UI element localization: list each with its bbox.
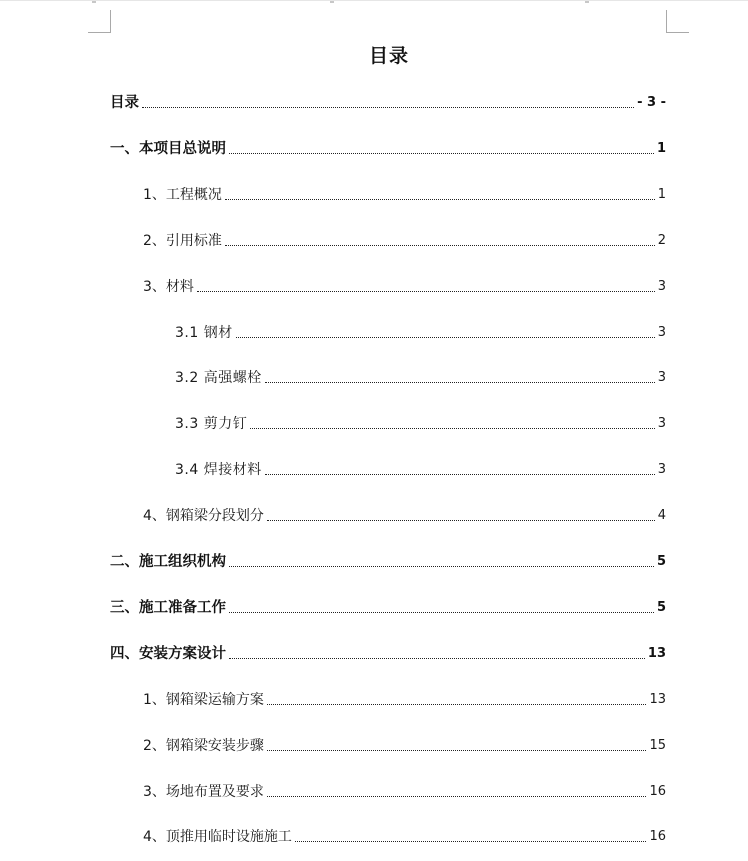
toc-dot-leader	[197, 290, 655, 292]
toc-entry-label: 1、钢箱梁运输方案	[143, 692, 264, 708]
toc-page-number: 15	[649, 738, 666, 753]
toc-page-number: 16	[649, 829, 666, 844]
toc-dot-leader	[250, 427, 655, 429]
toc-dot-leader	[267, 703, 647, 705]
toc-page-number: 16	[649, 784, 666, 799]
toc-entry-label: 3.2 高强螺栓	[175, 370, 262, 386]
toc-dot-leader	[267, 749, 647, 751]
margin-corner-top-left	[88, 10, 111, 33]
toc-page-number: 3	[657, 279, 666, 294]
toc-entry-label: 目录	[110, 95, 139, 111]
toc-dot-leader	[267, 795, 647, 797]
toc-entry-label: 3、材料	[143, 279, 194, 295]
toc-entry[interactable]	[143, 824, 666, 846]
toc-entry[interactable]	[143, 228, 666, 250]
toc-entry[interactable]	[110, 90, 666, 112]
toc-entry[interactable]	[110, 595, 666, 617]
toc-entry[interactable]	[143, 274, 666, 296]
toc-entry-label: 二、施工组织机构	[110, 554, 226, 570]
toc-page-number: 3	[657, 370, 666, 385]
toc-entry[interactable]	[175, 365, 666, 387]
toc-page-number: 1	[657, 187, 666, 202]
toc-page-number: - 3 -	[637, 95, 666, 110]
toc-entry-label: 2、引用标准	[143, 233, 222, 249]
toc-entry[interactable]	[175, 320, 666, 342]
toc-entry-label: 3、场地布置及要求	[143, 784, 264, 800]
toc-entry-label: 4、顶推用临时设施施工	[143, 829, 292, 845]
toc-dot-leader	[225, 198, 655, 200]
toc-page-number: 3	[657, 416, 666, 431]
toc-page-number: 3	[657, 462, 666, 477]
toc-title: 目录	[368, 45, 409, 67]
toc-entry[interactable]	[143, 779, 666, 801]
toc-entry-label: 3.3 剪力钉	[175, 416, 248, 432]
margin-corner-top-right	[666, 10, 689, 33]
toc-dot-leader	[229, 152, 654, 154]
toc-page-number: 3	[657, 325, 666, 340]
toc-dot-leader	[265, 381, 655, 383]
toc-entry[interactable]	[143, 503, 666, 525]
toc-entry-label: 4、钢箱梁分段划分	[143, 508, 264, 524]
toc-page-number: 13	[649, 692, 666, 707]
toc-entry-label: 3.1 钢材	[175, 325, 233, 341]
toc-entry-label: 1、工程概况	[143, 187, 222, 203]
toc-entry[interactable]	[110, 136, 666, 158]
toc-dot-leader	[236, 336, 655, 338]
toc-entry[interactable]	[175, 411, 666, 433]
toc-page-number: 5	[656, 554, 666, 569]
toc-dot-leader	[267, 519, 655, 521]
toc-dot-leader	[265, 473, 655, 475]
toc-dot-leader	[142, 106, 634, 108]
toc-entry[interactable]	[143, 733, 666, 755]
toc-dot-leader	[229, 565, 654, 567]
toc-page-number: 13	[647, 646, 666, 661]
toc-entry[interactable]	[110, 549, 666, 571]
toc-dot-leader	[295, 840, 647, 842]
ruler-marks	[0, 1, 748, 4]
toc-dot-leader	[225, 244, 655, 246]
toc-entry-label: 2、钢箱梁安装步骤	[143, 738, 264, 754]
toc-page-number: 5	[656, 600, 666, 615]
toc-entry[interactable]	[175, 457, 666, 479]
toc-entry-label: 三、施工准备工作	[110, 600, 226, 616]
toc-dot-leader	[229, 657, 645, 659]
toc-entry-label: 一、本项目总说明	[110, 141, 226, 157]
toc-entry[interactable]	[143, 182, 666, 204]
toc-dot-leader	[229, 611, 654, 613]
toc-entry[interactable]	[143, 687, 666, 709]
toc-entry-label: 四、安装方案设计	[110, 646, 226, 662]
toc-page-number: 1	[656, 141, 666, 156]
toc-page-number: 2	[657, 233, 666, 248]
toc-page-number: 4	[657, 508, 666, 523]
toc-entry[interactable]	[110, 641, 666, 663]
toc-entry-label: 3.4 焊接材料	[175, 462, 262, 478]
